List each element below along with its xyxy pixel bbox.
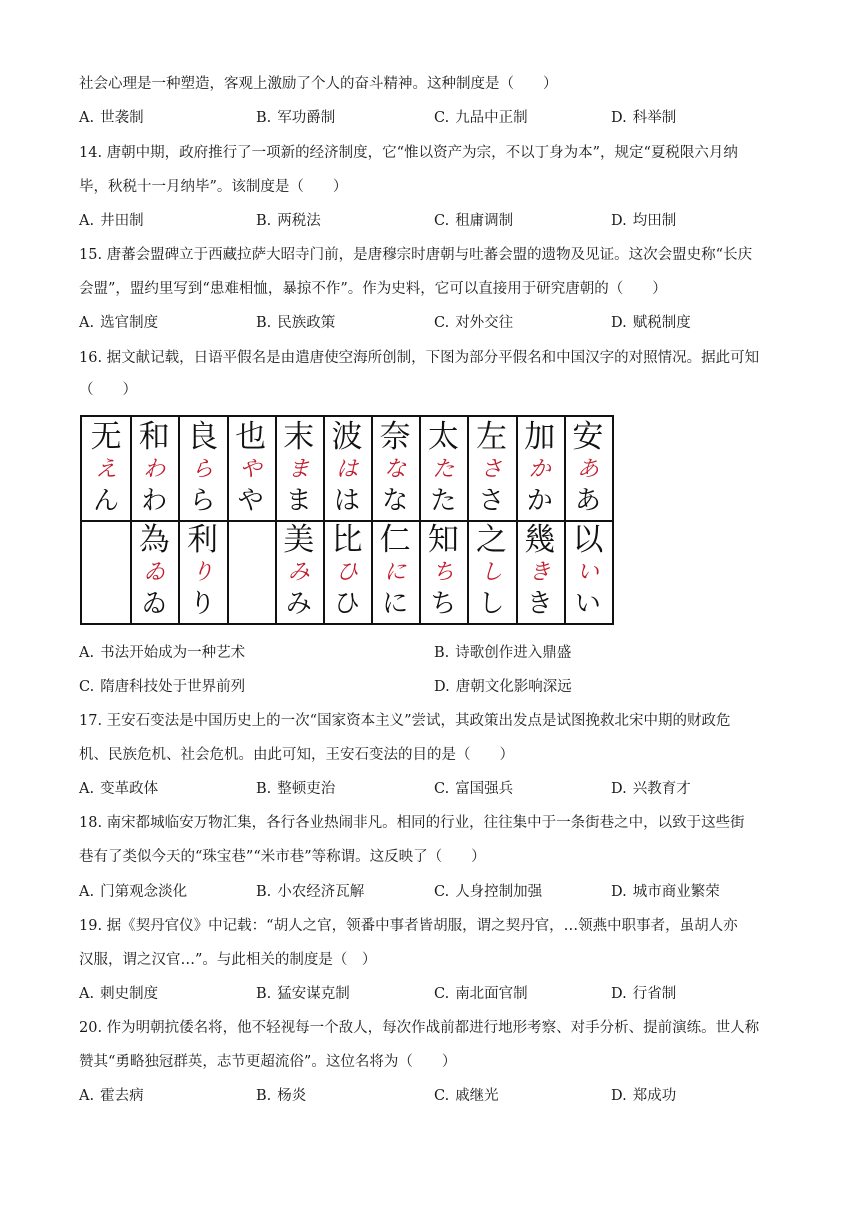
cursive-kana-char: か — [528, 457, 551, 482]
hiragana-char: さ — [478, 486, 505, 516]
cursive-kana-char: あ — [576, 457, 599, 482]
cursive-kana-char: た — [432, 457, 455, 482]
kana-cell — [467, 419, 515, 522]
hiragana-char: り — [189, 589, 216, 619]
hiragana-char: わ — [141, 486, 168, 516]
q19-option-a[interactable]: A. 刺史制度 — [79, 986, 159, 1002]
cursive-kana-char: き — [528, 560, 551, 585]
kanji-char: 之 — [476, 522, 508, 558]
kanji-char: 利 — [186, 522, 218, 558]
q18-option-b[interactable]: B. 小农经济瓦解 — [256, 884, 365, 900]
kanji-char: 比 — [331, 522, 363, 558]
hiragana-char: ひ — [333, 589, 360, 619]
kana-cell — [516, 419, 564, 522]
q19-stem-line2: 汉服，谓之汉官…”。与此相关的制度是（ ） — [79, 952, 377, 968]
q13-option-a[interactable]: A. 世袭制 — [79, 110, 144, 126]
q14-option-a[interactable]: A. 井田制 — [79, 213, 144, 229]
cursive-kana-char: り — [191, 560, 214, 585]
kanji-char: 左 — [476, 419, 508, 455]
kana-cell — [419, 522, 467, 625]
kanji-char: 幾 — [524, 522, 556, 558]
q13-stem-tail: 社会心理是一种塑造，客观上激励了个人的奋斗精神。这种制度是（ ） — [79, 76, 558, 92]
q19-option-b[interactable]: B. 猛安谋克制 — [256, 986, 350, 1002]
kana-cell — [275, 419, 323, 522]
kana-cell — [130, 419, 178, 522]
q15-stem-line2: 会盟”，盟约里写到“患难相恤，暴掠不作”。作为史料，它可以直接用于研究唐朝的（ ） — [79, 281, 667, 297]
kana-cell — [275, 522, 323, 625]
q18-options — [79, 882, 799, 902]
q18-option-c[interactable]: C. 人身控制加强 — [434, 884, 543, 900]
cursive-kana-char: ま — [287, 457, 310, 482]
q20-option-a[interactable]: A. 霍去病 — [79, 1088, 144, 1104]
hiragana-char: や — [237, 486, 264, 516]
kana-cell — [419, 419, 467, 522]
cursive-kana-char: み — [287, 560, 310, 585]
q14-option-d[interactable]: D. 均田制 — [611, 213, 677, 229]
q13-options — [79, 108, 799, 128]
kanji-char: 為 — [138, 522, 170, 558]
q15-option-d[interactable]: D. 赋税制度 — [611, 315, 691, 331]
q19-option-c[interactable]: C. 南北面官制 — [434, 986, 528, 1002]
kanji-char: 加 — [524, 419, 556, 455]
hiragana-char: た — [430, 486, 457, 516]
q20-option-c[interactable]: C. 戚继光 — [434, 1088, 499, 1104]
kana-comparison-table — [80, 415, 614, 625]
hiragana-char: み — [285, 589, 312, 619]
kana-cell — [227, 419, 275, 522]
hiragana-char: ゐ — [141, 589, 168, 619]
cursive-kana-char: な — [384, 457, 407, 482]
q15-option-c[interactable]: C. 对外交往 — [434, 315, 514, 331]
cursive-kana-char: や — [239, 457, 262, 482]
q18-option-d[interactable]: D. 城市商业繁荣 — [611, 884, 720, 900]
q15-options — [79, 313, 799, 333]
hiragana-char: し — [478, 589, 505, 619]
q20-option-b[interactable]: B. 杨炎 — [256, 1088, 307, 1104]
kana-cell — [130, 522, 178, 625]
q16-options-row1 — [79, 643, 799, 663]
kanji-char: 良 — [186, 419, 218, 455]
kana-cell — [516, 522, 564, 625]
hiragana-char: あ — [574, 486, 601, 516]
kanji-char: 太 — [427, 419, 459, 455]
hiragana-char: ん — [93, 486, 120, 516]
kana-cell — [323, 522, 371, 625]
q20-stem-line1: 20. 作为明朝抗倭名将，他不轻视每一个敌人，每次作战前都进行地形考察、对手分析、提前演练。世人称 — [79, 1020, 760, 1036]
cursive-kana-char: し — [480, 560, 503, 585]
q14-stem-line2: 毕，秋税十一月纳毕”。该制度是（ ） — [79, 179, 348, 195]
hiragana-char: は — [333, 486, 360, 516]
kanji-char: 知 — [427, 522, 459, 558]
q18-option-a[interactable]: A. 门第观念淡化 — [79, 884, 188, 900]
kanji-char: 奈 — [379, 419, 411, 455]
kanji-char: 安 — [572, 419, 604, 455]
kana-cell — [564, 522, 612, 625]
q13-option-b[interactable]: B. 军功爵制 — [256, 110, 336, 126]
hiragana-char: な — [382, 486, 409, 516]
q17-option-a[interactable]: A. 变革政体 — [79, 781, 159, 797]
cursive-kana-char: は — [335, 457, 358, 482]
cursive-kana-char: ち — [432, 560, 455, 585]
cursive-kana-char: さ — [480, 457, 503, 482]
q16-options-row2 — [79, 677, 799, 697]
kanji-char: 美 — [283, 522, 315, 558]
kanji-char: 波 — [331, 419, 363, 455]
kanji-char: 也 — [235, 419, 267, 455]
q19-options — [79, 984, 799, 1004]
kanji-char: 仁 — [379, 522, 411, 558]
kanji-char: 末 — [283, 419, 315, 455]
kana-cell — [82, 419, 130, 522]
q20-options — [79, 1086, 799, 1106]
hiragana-char: き — [526, 589, 553, 619]
q15-option-b[interactable]: B. 民族政策 — [256, 315, 336, 331]
q19-option-d[interactable]: D. 行省制 — [611, 986, 677, 1002]
q17-option-b[interactable]: B. 整顿吏治 — [256, 781, 336, 797]
hiragana-char: い — [574, 589, 601, 619]
kana-cell — [82, 522, 130, 625]
q17-options — [79, 779, 799, 799]
q19-stem-line1: 19. 据《契丹官仪》中记载：“胡人之官，领番中事者皆胡服，谓之契丹官，…领燕中职事者，虽胡人亦 — [79, 918, 738, 934]
kana-cell — [467, 522, 515, 625]
kana-cell — [178, 419, 226, 522]
cursive-kana-char: わ — [143, 457, 166, 482]
q18-stem-line1: 18. 南宋都城临安万物汇集，各行各业热闹非凡。相同的行业，往往集中于一条街巷之中，以致于这些街 — [79, 815, 745, 831]
q17-option-d[interactable]: D. 兴教育才 — [611, 781, 691, 797]
q16-option-c[interactable]: C. 隋唐科技处于世界前列 — [79, 679, 246, 695]
q16-stem-line1: 16. 据文献记载，日语平假名是由遣唐使空海所创制，下图为部分平假名和中国汉字的对照情况。据此可知 — [79, 350, 760, 366]
hiragana-char: ら — [189, 486, 216, 516]
q20-option-d[interactable]: D. 郑成功 — [611, 1088, 677, 1104]
hiragana-char: ま — [285, 486, 312, 516]
q13-option-d[interactable]: D. 科举制 — [611, 110, 677, 126]
kana-cell — [371, 522, 419, 625]
kana-cell — [323, 419, 371, 522]
q17-stem-line2: 机、民族危机、社会危机。由此可知，王安石变法的目的是（ ） — [79, 747, 514, 763]
kana-cell — [227, 522, 275, 625]
kanji-char: 以 — [572, 522, 604, 558]
q15-stem-line1: 15. 唐蕃会盟碑立于西藏拉萨大昭寺门前，是唐穆宗时唐朝与吐蕃会盟的遗物及见证。这次会盟史称“长庆 — [79, 247, 753, 263]
q16-stem-line2: （ ） — [79, 382, 137, 398]
cursive-kana-char: ゐ — [143, 560, 166, 585]
kana-cell — [178, 522, 226, 625]
cursive-kana-char: え — [95, 457, 118, 482]
q17-option-c[interactable]: C. 富国强兵 — [434, 781, 514, 797]
q18-stem-line2: 巷有了类似今天的“珠宝巷”“米市巷”等称谓。这反映了（ ） — [79, 849, 486, 865]
kana-cell — [371, 419, 419, 522]
hiragana-char: に — [382, 589, 409, 619]
q16-option-a[interactable]: A. 书法开始成为一种艺术 — [79, 645, 246, 661]
q17-stem-line1: 17. 王安石变法是中国历史上的一次“国家资本主义”尝试，其政策出发点是试图挽救北宋中期的财政危 — [79, 713, 731, 729]
hiragana-char: ち — [430, 589, 457, 619]
q15-option-a[interactable]: A. 选官制度 — [79, 315, 159, 331]
q14-stem-line1: 14. 唐朝中期，政府推行了一项新的经济制度，它“惟以资产为宗，不以丁身为本”，规定“夏税限六月纳 — [79, 145, 738, 161]
q14-option-c[interactable]: C. 租庸调制 — [434, 213, 514, 229]
kana-cell — [564, 419, 612, 522]
q20-stem-line2: 赞其“勇略独冠群英，志节更超流俗”。这位名将为（ ） — [79, 1054, 457, 1070]
cursive-kana-char: ひ — [335, 560, 358, 585]
kanji-char: 无 — [90, 419, 122, 455]
cursive-kana-char: い — [576, 560, 599, 585]
q16-option-d[interactable]: D. 唐朝文化影响深远 — [434, 679, 572, 695]
cursive-kana-char: ら — [191, 457, 214, 482]
q14-options — [79, 211, 799, 231]
hiragana-char: か — [526, 486, 553, 516]
q16-option-b[interactable]: B. 诗歌创作进入鼎盛 — [434, 645, 572, 661]
q13-option-c[interactable]: C. 九品中正制 — [434, 110, 528, 126]
q14-option-b[interactable]: B. 两税法 — [256, 213, 321, 229]
cursive-kana-char: に — [384, 560, 407, 585]
kanji-char: 和 — [138, 419, 170, 455]
